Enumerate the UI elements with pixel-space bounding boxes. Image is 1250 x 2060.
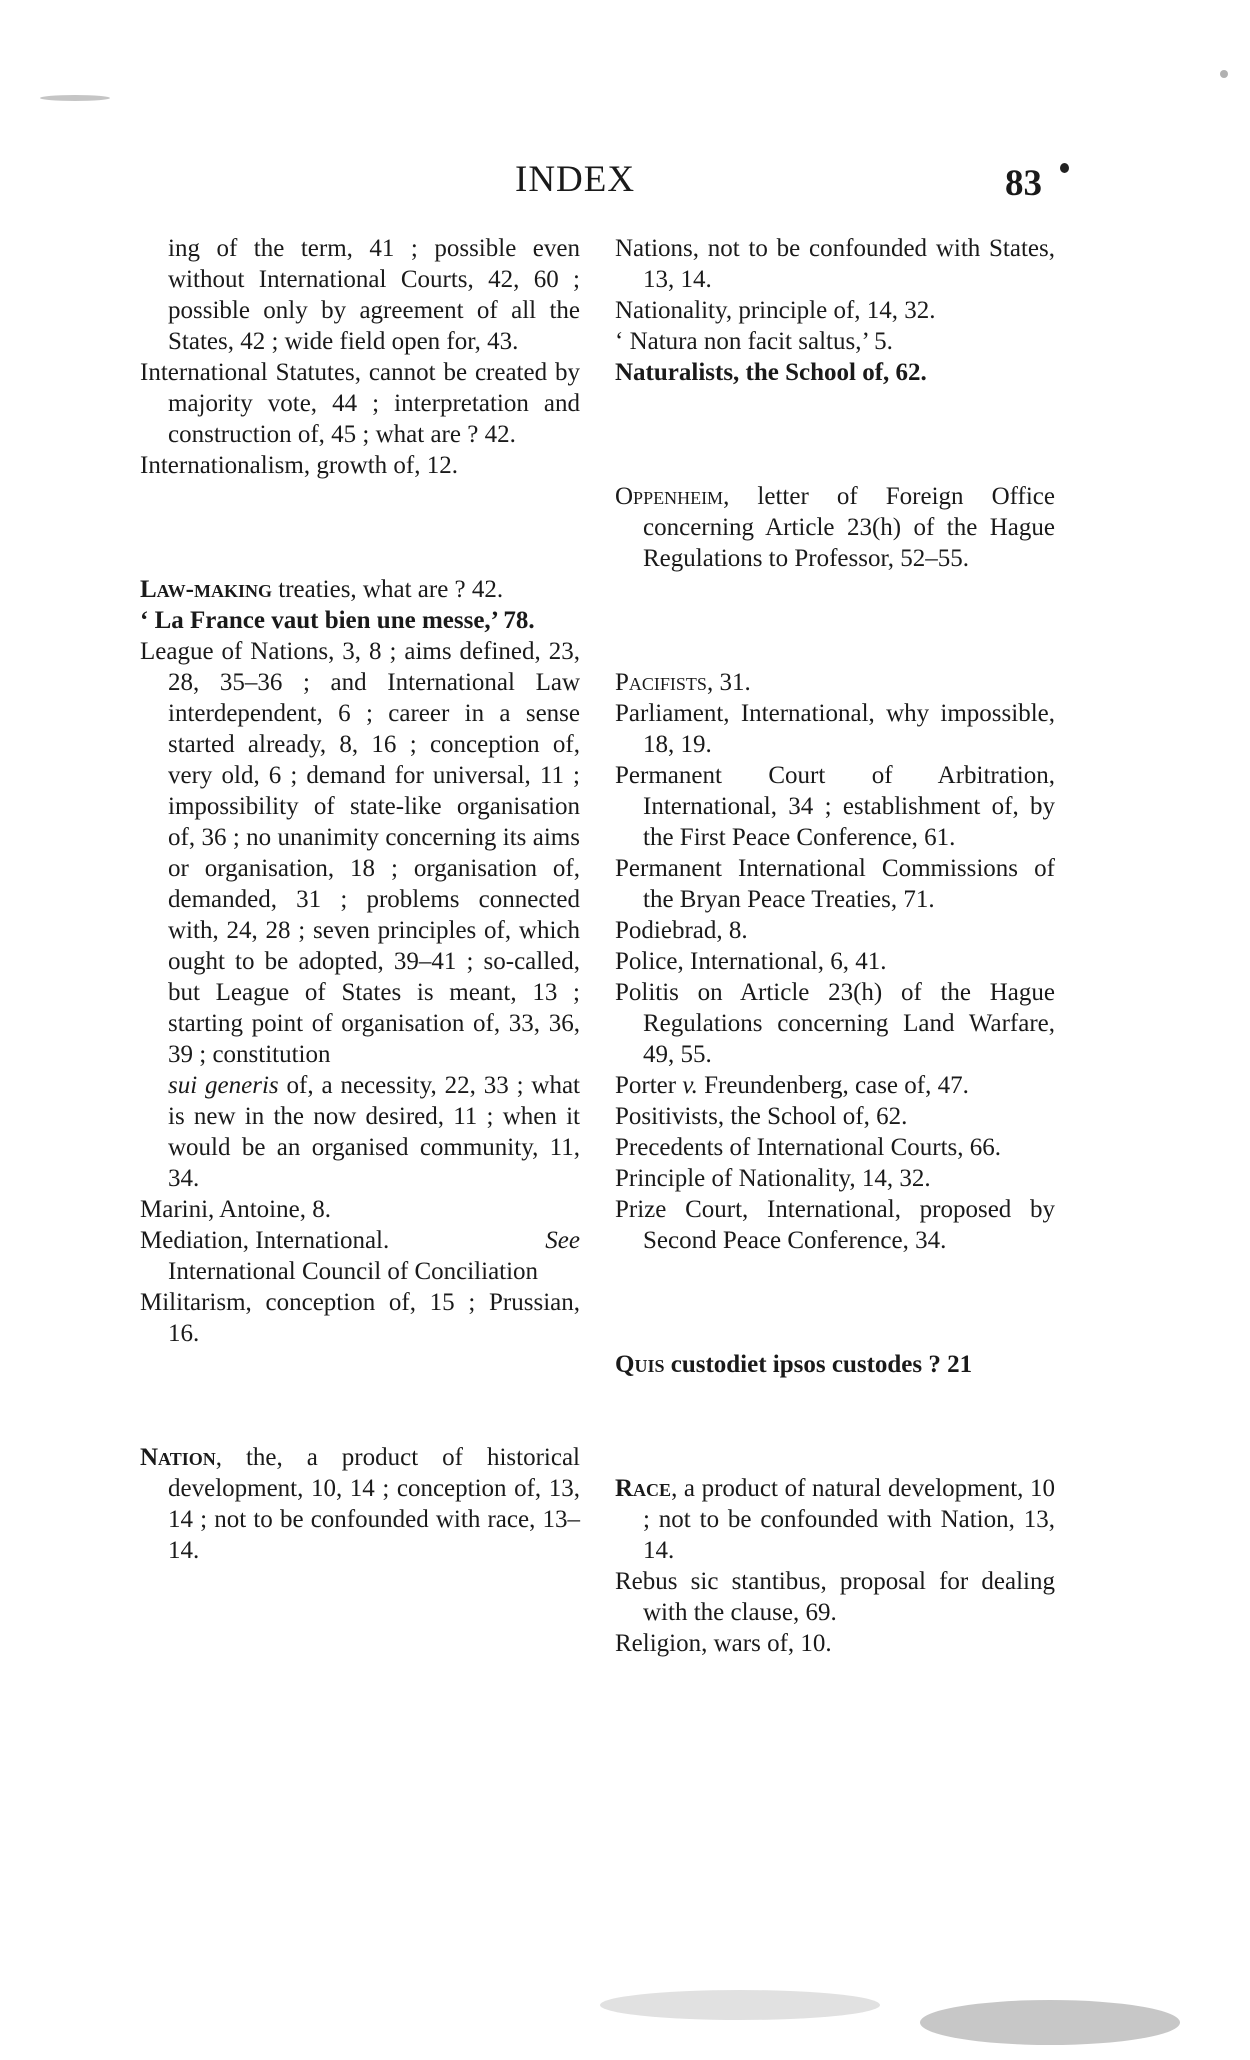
index-entry: Politis on Article 23(h) of the Hague Regulations concerning Land Warfare, 49, 55. [615, 979, 1055, 1068]
entry-text: International Council of Conciliation [168, 1258, 539, 1285]
index-entry [615, 1473, 1055, 1566]
index-entry [140, 1070, 580, 1194]
entry-text: custodiet ipsos custodes ? 21 [664, 1351, 973, 1378]
index-entry: Precedents of International Courts, 66. [615, 1134, 1002, 1161]
entry-lead: Nation [140, 1444, 216, 1471]
index-entry [140, 1442, 580, 1566]
index-entry: ‘ Natura non facit saltus,’ 5. [615, 328, 893, 355]
entry-lead: Law-making [140, 576, 272, 603]
entry-text: Mediation, International. [140, 1227, 390, 1254]
index-entry: Nationality, principle of, 14, 32. [615, 297, 936, 324]
entry-lead: Oppenheim [615, 483, 724, 510]
index-entry: Militarism, conception of, 15 ; Prussian, 16. [140, 1289, 580, 1347]
left-column [140, 233, 580, 1566]
index-entry: Positivists, the School of, 62. [615, 1103, 908, 1130]
entry-lead: Race [615, 1475, 672, 1502]
entry-italic: sui generis [168, 1072, 279, 1099]
index-entry [140, 574, 580, 605]
index-entry: Internationalism, growth of, 12. [140, 452, 458, 479]
entry-lead: Pacifists [615, 669, 707, 696]
entry-text: of, a necessity, 22, 33 ; what is new in the now desired, 11 ; when it would be an organised community, 11, 34. [168, 1072, 580, 1192]
index-entry: ‘ La France vaut bien une messe,’ 78. [140, 607, 535, 634]
index-entry: League of Nations, 3, 8 ; aims defined, 23, 28, 35–36 ; and International Law interdependent, 6 ; career in a sense started already, 8, 16 ; conception of, very old, 6 ; demand for universal, 11 ; impossibility of state-like organisation of, 36 ; no unanimity concerning its aims or organisation, 18 ; organisation of, demanded, 31 ; problems connected with, 24, 28 ; seven principles of, which ought to be adopted, 39–41 ; so-called, but League of States is meant, 13 ; starting point of organisation of, 33, 36, 39 ; constitution [140, 638, 580, 1068]
index-entry: Podiebrad, 8. [615, 917, 748, 944]
entry-text: Porter [615, 1072, 677, 1099]
index-entry: Principle of Nationality, 14, 32. [615, 1165, 931, 1192]
index-entry [615, 481, 1055, 574]
print-speck [1060, 163, 1069, 173]
index-entry: Naturalists, the School of, 62. [615, 359, 927, 386]
entry-italic: v. [682, 1072, 698, 1099]
entry-text: , 31. [706, 669, 751, 696]
index-entry: Police, International, 6, 41. [615, 948, 887, 975]
index-entry: Prize Court, International, proposed by Second Peace Conference, 34. [615, 1196, 1055, 1254]
entry-text: , a product of natural development, 10 ; not to be confounded with Nation, 13, 14. [643, 1475, 1055, 1564]
print-speck [1220, 70, 1228, 78]
index-entry: Parliament, International, why impossible, 18, 19. [615, 700, 1055, 758]
print-speck [600, 1990, 880, 2020]
index-entry: ing of the term, 41 ; possible even without International Courts, 42, 60 ; possible only by agreement of all the States, 42 ; wide field open for, 43. [168, 235, 580, 355]
see-reference: See [545, 1227, 580, 1254]
page-title: INDEX [515, 159, 636, 200]
print-speck [40, 95, 110, 101]
index-entry: Permanent Court of Arbitration, International, 34 ; establishment of, by the First Peace Conference, 61. [615, 762, 1055, 851]
index-entry [615, 1070, 1055, 1101]
index-entry: Nations, not to be confounded with States, 13, 14. [615, 235, 1055, 293]
entry-text: , the, a product of historical development, 10, 14 ; conception of, 13, 14 ; not to be confounded with race, 13–14. [168, 1444, 580, 1564]
index-entry [140, 1225, 580, 1287]
entry-text: Freundenberg, case of, 47. [704, 1072, 969, 1099]
index-entry: Rebus sic stantibus, proposal for dealing with the clause, 69. [615, 1568, 1055, 1626]
index-entry: Religion, wars of, 10. [615, 1630, 832, 1657]
entry-text: , letter of Foreign Office concerning Article 23(h) of the Hague Regulations to Professor, 52–55. [643, 483, 1055, 572]
index-entry: Permanent International Commissions of the Bryan Peace Treaties, 71. [615, 855, 1055, 913]
index-entry: Marini, Antoine, 8. [140, 1196, 331, 1223]
entry-lead: Quis [615, 1351, 665, 1378]
index-entry [615, 667, 1055, 698]
index-entry [615, 1349, 1055, 1380]
right-column [615, 233, 1055, 1659]
index-entry: International Statutes, cannot be created by majority vote, 44 ; interpretation and construction of, 45 ; what are ? 42. [140, 359, 580, 448]
entry-text: treaties, what are ? 42. [272, 576, 504, 603]
print-speck [920, 2000, 1180, 2045]
page-number: 83 [1005, 163, 1042, 204]
